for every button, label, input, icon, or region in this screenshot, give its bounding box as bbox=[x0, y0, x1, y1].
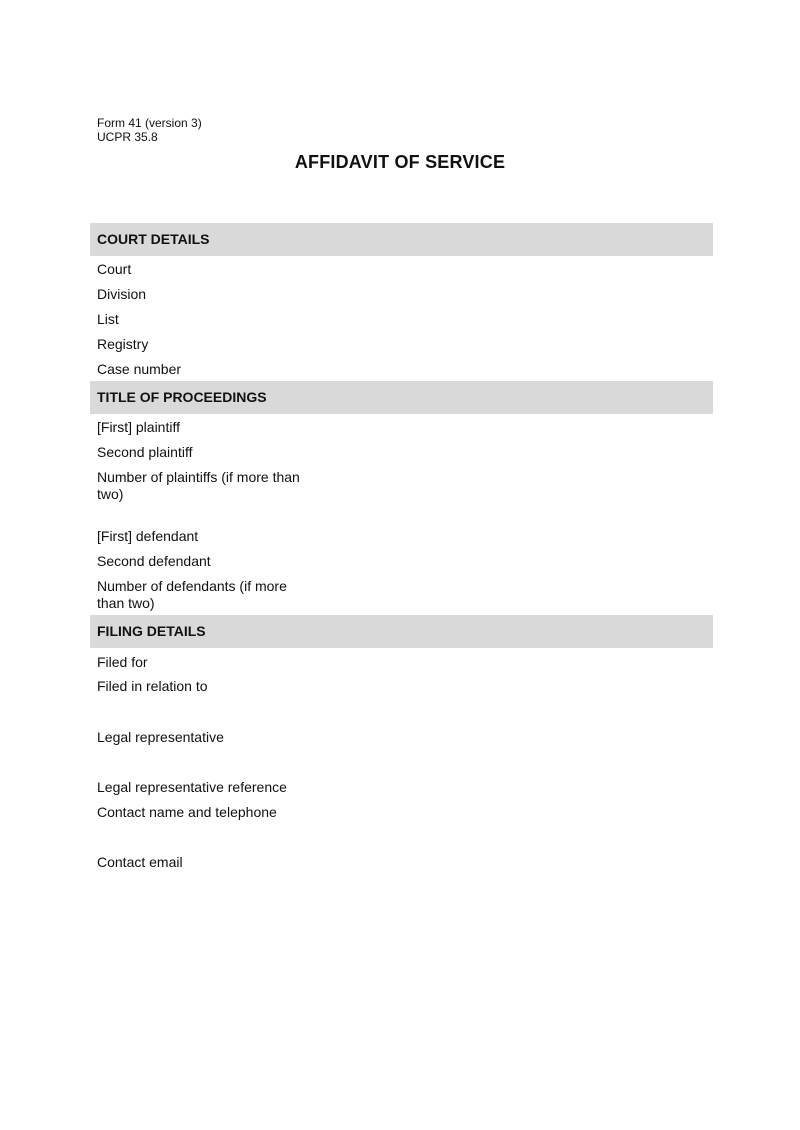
field-label-contact-email: Contact email bbox=[97, 854, 183, 870]
field-label-case-number: Case number bbox=[97, 361, 182, 377]
field-label-list: List bbox=[97, 311, 119, 327]
field-label-court: Court bbox=[97, 261, 132, 277]
section-header-title-of-proceedings: TITLE OF PROCEEDINGS bbox=[90, 381, 713, 414]
form-rule-reference: UCPR 35.8 bbox=[97, 130, 158, 144]
document-title: AFFIDAVIT OF SERVICE bbox=[294, 152, 506, 172]
field-label-second-plaintiff: Second plaintiff bbox=[97, 444, 193, 460]
field-label-division: Division bbox=[97, 286, 147, 302]
field-label-filed-for: Filed for bbox=[97, 654, 148, 670]
section-header-filing-details: FILING DETAILS bbox=[90, 615, 713, 648]
field-label-first-defendant: [First] defendant bbox=[97, 528, 199, 544]
field-label-contact-name-and-telephone: Contact name and telephone bbox=[97, 804, 277, 820]
field-label-number-of-defendants: Number of defendants (if more than two) bbox=[97, 578, 287, 611]
field-label-number-of-plaintiffs: Number of plaintiffs (if more than two) bbox=[97, 469, 300, 502]
form-number: Form 41 (version 3) bbox=[97, 116, 202, 130]
field-label-legal-representative-reference: Legal representative reference bbox=[97, 779, 287, 795]
field-label-filed-in-relation-to: Filed in relation to bbox=[97, 678, 208, 694]
field-label-first-plaintiff: [First] plaintiff bbox=[97, 419, 180, 435]
field-label-legal-representative: Legal representative bbox=[97, 729, 224, 745]
section-header-court-details: COURT DETAILS bbox=[90, 223, 713, 256]
field-label-second-defendant: Second defendant bbox=[97, 553, 211, 569]
field-label-registry: Registry bbox=[97, 336, 149, 352]
